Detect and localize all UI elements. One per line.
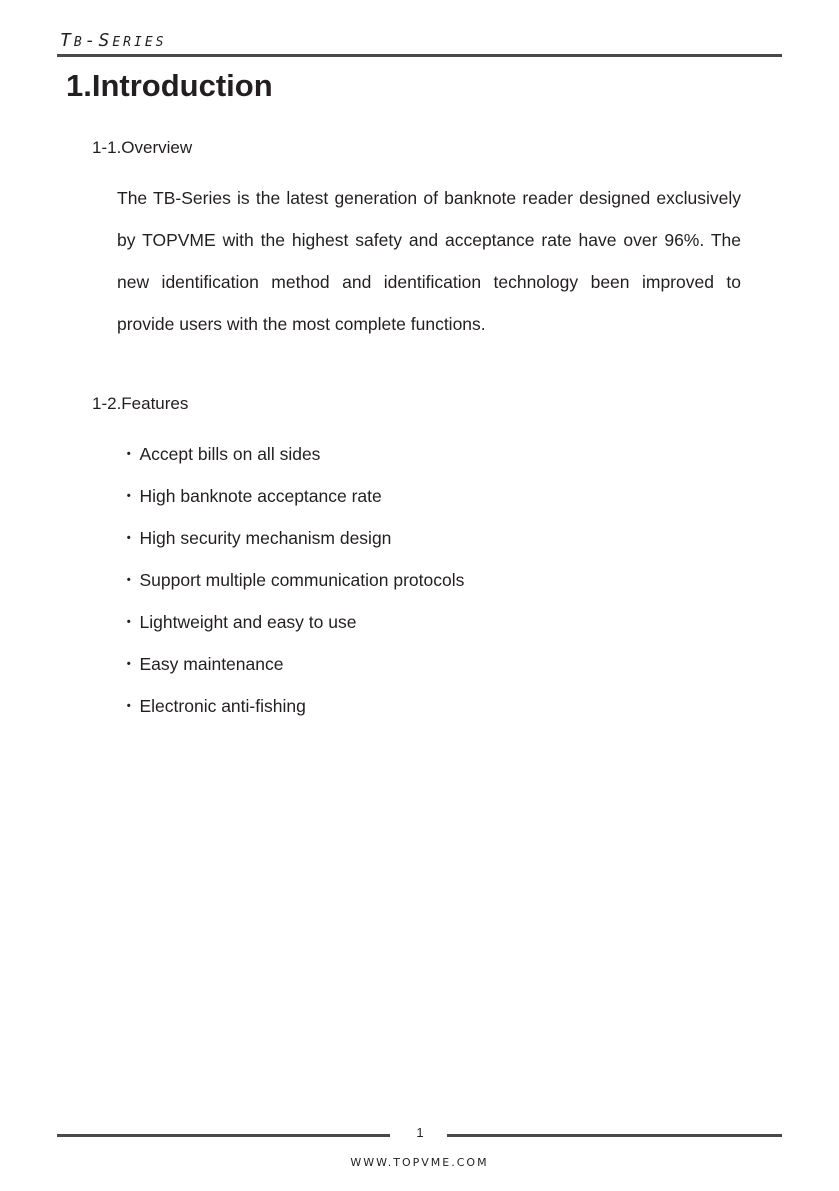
footer-url: WWW.TOPVME.COM (350, 1156, 489, 1169)
bullet-icon: ・ (120, 654, 138, 674)
list-item (120, 643, 464, 685)
list-item (120, 559, 464, 601)
list-item (120, 475, 464, 517)
bullet-icon: ・ (120, 696, 138, 716)
features-list (120, 433, 464, 727)
bullet-icon: ・ (120, 612, 138, 632)
bullet-icon: ・ (120, 486, 138, 506)
feature-text: Accept bills on all sides (139, 444, 321, 464)
footer-divider-right (447, 1134, 782, 1137)
list-item (120, 517, 464, 559)
footer-divider-left (57, 1134, 390, 1137)
feature-text: Easy maintenance (139, 654, 284, 674)
bullet-icon: ・ (120, 444, 138, 464)
bullet-icon: ・ (120, 528, 138, 548)
feature-text: Electronic anti-fishing (139, 696, 306, 716)
feature-text: Lightweight and easy to use (139, 612, 357, 632)
list-item (120, 685, 464, 727)
header-divider (57, 54, 782, 57)
overview-heading: 1-1.Overview (92, 138, 193, 157)
list-item (120, 601, 464, 643)
overview-paragraph: The TB-Series is the latest generation of banknote reader designed exclusively by TOPVME with the highest safety and acceptance rate have over 96%. The new identification method and identification technology been improved to provide users with the most complete functions. (117, 188, 741, 334)
feature-text: High banknote acceptance rate (139, 486, 382, 506)
feature-text: Support multiple communication protocols (139, 570, 465, 590)
page-number: 1 (416, 1125, 424, 1140)
list-item (120, 433, 464, 475)
feature-text: High security mechanism design (139, 528, 392, 548)
page-title: 1.Introduction (66, 68, 273, 103)
running-header: Tb-Series (60, 30, 167, 51)
bullet-icon: ・ (120, 570, 138, 590)
features-heading: 1-2.Features (92, 394, 189, 413)
